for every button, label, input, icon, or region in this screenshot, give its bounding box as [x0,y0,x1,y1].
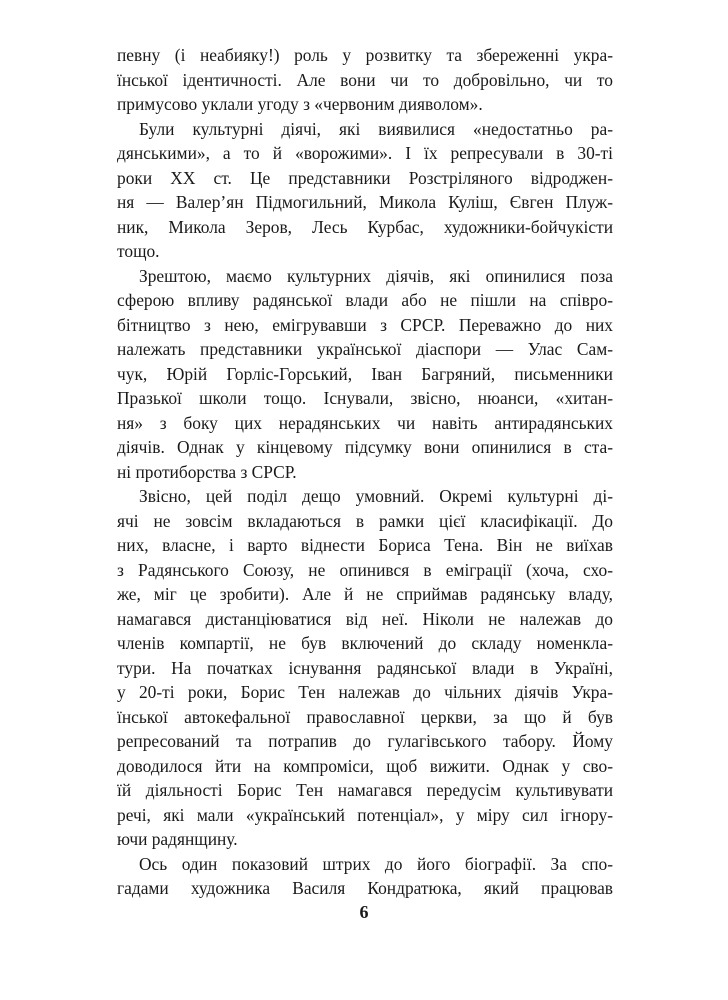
body-text [117,43,613,901]
text-line: чук, Юрій Горліс-Горський, Іван Багряний, письменники [117,363,613,384]
text-line: Звісно, цей поділ дещо умовний. Окремі культурні ді- [139,486,613,506]
text-line: у 20-ті роки, Борис Тен належав до чільних діячів Укра- [117,682,613,702]
text-line: них, власне, і варто віднести Бориса Тена. Він не виїхав [117,535,613,555]
text-line: їнської автокефальної православної церкви, за що й був [117,706,613,727]
paragraph-2 [117,117,613,264]
paragraph-5 [117,852,613,901]
text-line: речі, які мали «український потенціал», у міру сил ігнору- [117,804,613,825]
text-line: певну (і неабияку!) роль у розвитку та збереженні укра- [117,45,613,65]
text-line: їнської ідентичності. Але вони чи то добровільно, чи то [117,69,613,90]
text-line: з Радянського Союзу, не опинився в еміграції (хоча, схо- [117,559,613,580]
text-line: роки XX ст. Це представники Розстріляного відроджен- [117,167,613,188]
text-line: їй діяльності Борис Тен намагався передусім культивувати [117,780,613,800]
paragraph-4 [117,484,613,852]
text-line: тури. На початках існування радянської влади в Україні, [117,657,613,678]
text-line: Ось один показовий штрих до його біографії. За спо- [139,853,613,874]
text-line: Празької школи тощо. Існували, звісно, нюанси, «хитан- [117,388,613,408]
text-line: членів компартії, не був включений до складу номенкла- [117,633,613,653]
text-line: сферою впливу радянської влади або не пішли на співро- [117,290,613,310]
text-line: ня» з боку цих нерадянських чи навіть антирадянських [117,412,613,433]
text-line: Були культурні діячі, які виявилися «недостатньо ра- [139,118,613,139]
paragraph-3 [117,264,613,485]
text-line: ник, Микола Зеров, Лесь Курбас, художники-бойчукісти [117,216,613,237]
text-line: діячів. Однак у кінцевому підсумку вони опинилися в ста- [117,437,613,457]
text-line: примусово уклали угоду з «червоним дияволом». [117,94,483,114]
text-line: репресований та потрапив до гулагівського табору. Йому [117,731,613,751]
text-line: дянськими», а то й «ворожими». І їх репресували в 30-ті [117,143,613,163]
text-line: намагався дистанціюватися від неї. Ніколи не належав до [117,608,613,629]
text-line: тощо. [117,241,160,261]
text-line: ючи радянщину. [117,829,238,849]
text-line: доводилося йти на компроміси, щоб вижити. Однак у сво- [117,755,613,776]
paragraph-1 [117,43,613,117]
text-line: ня — Валер’ян Підмогильний, Микола Куліш, Євген Плуж- [117,192,613,212]
text-line: ні протиборства з СРСР. [117,461,297,482]
text-line: Зрештою, маємо культурних діячів, які опинилися поза [139,265,613,286]
text-line: належать представники української діаспори — Улас Сам- [117,339,613,359]
text-line: ячі не зовсім вкладаються в рамки цієї класифікації. До [117,510,613,531]
text-line: бітництво з нею, емігрувавши з СРСР. Переважно до них [117,314,613,335]
text-line: гадами художника Василя Кондратюка, який працював [117,878,613,898]
page-number: 6 [359,902,369,922]
text-line: же, міг це зробити). Але й не сприймав радянську владу, [117,584,613,604]
